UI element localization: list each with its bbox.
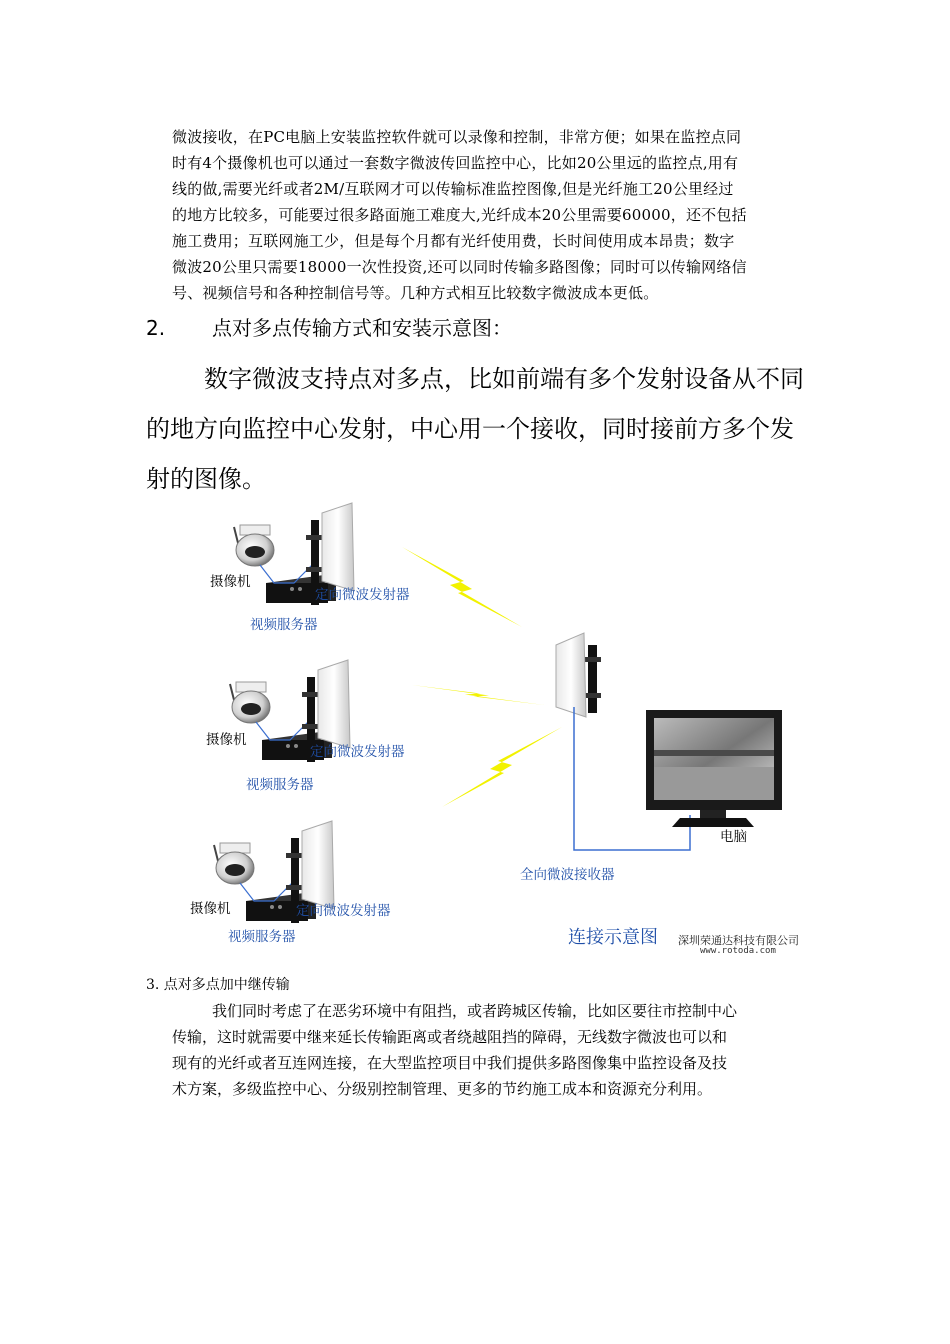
site-1-camera-label: 摄像机: [210, 574, 251, 590]
receiver-label: 全向微波接收器: [520, 867, 615, 883]
section-2-heading: [146, 312, 512, 341]
text-line: 施工费用；互联网施工少，但是每个月都有光纤使用费，长时间使用成本昂贵；数字: [172, 232, 735, 250]
computer-label: 电脑: [720, 829, 747, 845]
signal-bolt-1: [402, 547, 522, 627]
site-3-transmitter-label: 定向微波发射器: [296, 903, 391, 919]
signal-bolt-3: [442, 727, 562, 807]
text-line: 数字微波支持点对多点，比如前端有多个发射设备从不同: [204, 365, 804, 393]
text-line: 号、视频信号和各种控制信号等。几种方式相互比较数字微波成本更低。: [172, 284, 659, 302]
section-3-body: [172, 998, 812, 1102]
section-3-heading: 3. 点对多点加中继传输: [146, 977, 290, 993]
receiver-panel: [556, 633, 586, 717]
site-2-camera-label: 摄像机: [206, 732, 247, 748]
diagram-title: 连接示意图: [568, 927, 658, 948]
site-1-transmitter-label: 定向微波发射器: [315, 587, 410, 603]
intro-paragraph: [172, 124, 812, 306]
text-line: 微波20公里只需要18000一次性投资,还可以同时传输多路图像；同时可以传输网络信: [172, 258, 747, 276]
site-2-transmitter-label: 定向微波发射器: [310, 744, 405, 760]
text-line: 我们同时考虑了在恶劣环境中有阻挡，或者跨城区传输，比如区要往市控制中心: [212, 1002, 738, 1020]
site-2-server-label: 视频服务器: [246, 777, 314, 793]
diagram-graphics: [180, 495, 810, 960]
site-3-server-label: 视频服务器: [228, 929, 296, 945]
company-url: www.rotoda.com: [700, 946, 776, 956]
text-line: 传输，这时就需要中继来延长传输距离或者绕越阻挡的障碍，无线数字微波也可以和: [172, 1028, 728, 1046]
text-line: 的地方比较多，可能要过很多路面施工难度大,光纤成本20公里需要60000，还不包括: [172, 206, 747, 224]
section-title: 点对多点传输方式和安装示意图：: [212, 316, 512, 340]
text-line: 术方案，多级监控中心、分级别控制管理、更多的节约施工成本和资源充分利用。: [172, 1080, 713, 1098]
text-line: 现有的光纤或者互连网连接，在大型监控项目中我们提供多路图像集中监控设备及技: [172, 1054, 728, 1072]
site-3-camera-label: 摄像机: [190, 901, 231, 917]
text-line: 的地方向监控中心发射，中心用一个接收，同时接前方多个发: [146, 415, 794, 443]
section-number: 2.: [146, 316, 166, 340]
text-line: 微波接收，在PC电脑上安装监控软件就可以录像和控制，非常方便；如果在监控点同: [172, 128, 742, 146]
section-2-body: [146, 354, 826, 504]
company-name: 深圳荣通达科技有限公司: [678, 934, 799, 947]
text-line: 射的图像。: [146, 465, 266, 493]
receiver-pole: [588, 645, 597, 713]
text-line: 时有4个摄像机也可以通过一套数字微波传回监控中心，比如20公里远的监控点,用有: [172, 154, 739, 172]
text-line: 线的做,需要光纤或者2M/互联网才可以传输标准监控图像,但是光纤施工20公里经过: [172, 180, 734, 198]
site-1-server-label: 视频服务器: [250, 617, 318, 633]
signal-bolt-2: [412, 685, 544, 705]
connection-diagram: [180, 495, 810, 960]
